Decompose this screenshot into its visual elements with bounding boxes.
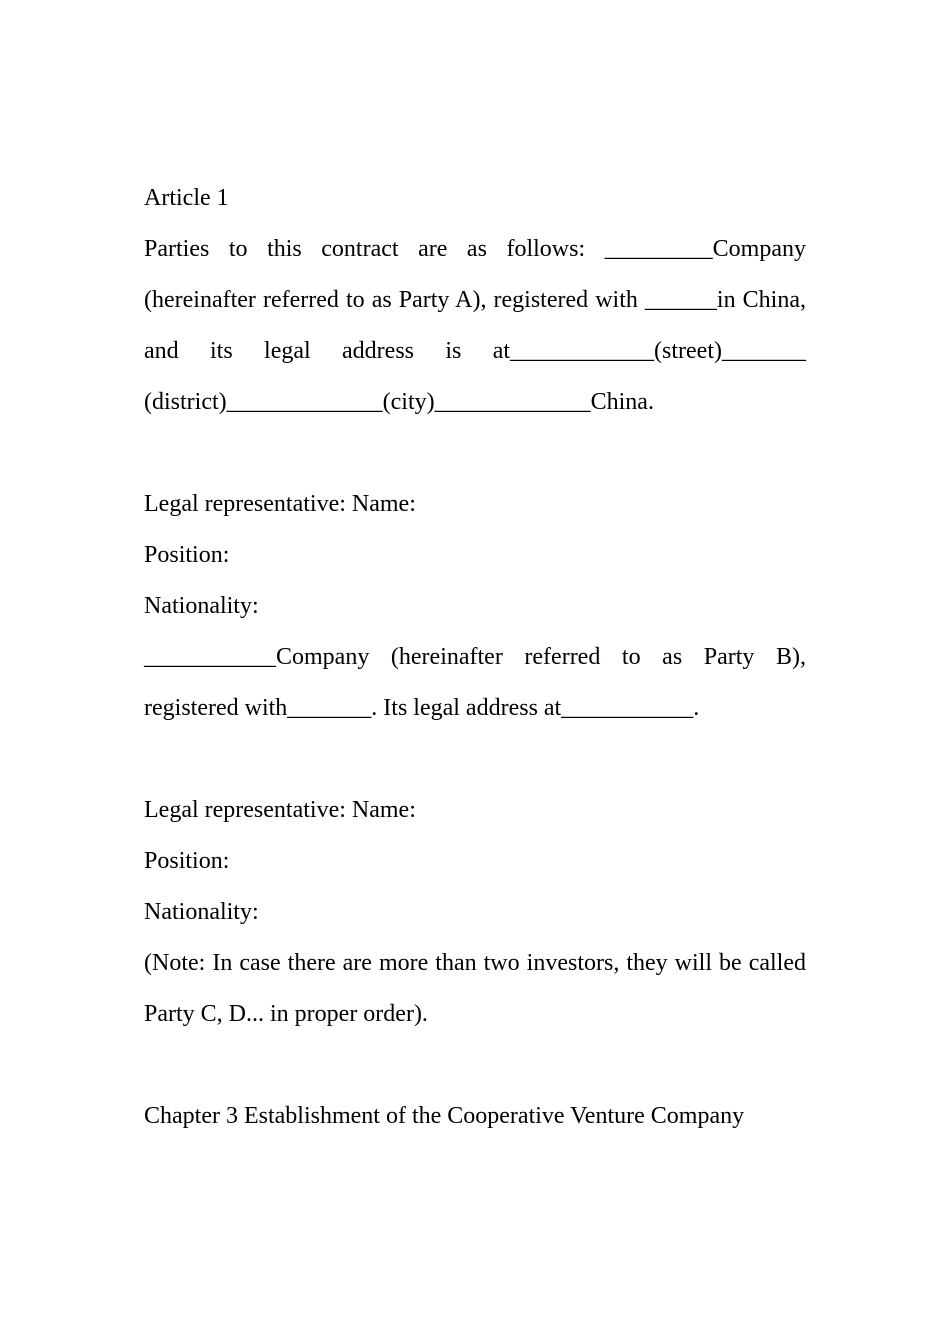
article-heading: Article 1 [144, 185, 229, 211]
document-body [144, 173, 806, 1142]
party-a-legal-representative: Legal representative: Name: [144, 491, 416, 517]
party-b-legal-representative: Legal representative: Name: [144, 797, 416, 823]
paragraph-spacer [144, 1040, 806, 1091]
paragraph-spacer [144, 428, 806, 479]
party-b-nationality: Nationality: [144, 899, 259, 925]
party-b-paragraph: ___________Company (hereinafter referred to as Party B), registered with_______. Its legal address at___________. [144, 644, 806, 721]
party-a-nationality: Nationality: [144, 593, 259, 619]
parties-paragraph: Parties to this contract are as follows: _________Company (hereinafter referred to as Party A), registered with ______in China, and its legal address is at____________(street)_______ (district)_____________(city)_____________China. [144, 236, 806, 415]
party-a-position: Position: [144, 542, 230, 568]
chapter-heading: Chapter 3 Establishment of the Cooperative Venture Company [144, 1103, 745, 1129]
paragraph-spacer [144, 734, 806, 785]
note-paragraph: (Note: In case there are more than two investors, they will be called Party C, D... in proper order). [144, 950, 806, 1027]
party-b-position: Position: [144, 848, 230, 874]
